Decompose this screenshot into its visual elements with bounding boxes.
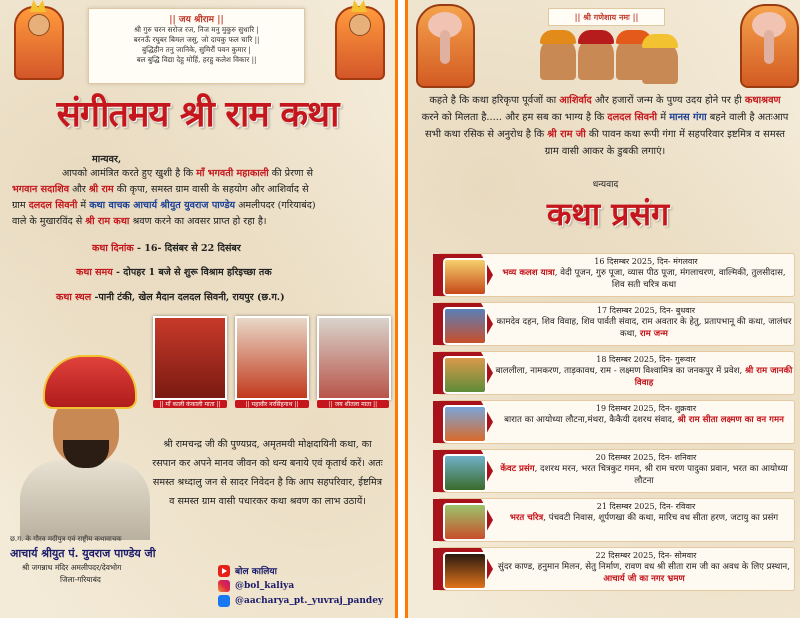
hanuman-image-right [335,6,385,80]
venue-value: -पानी टंकी, खेल मैदान दलदल सिवनी, रायपुर (छ.ग.) [91,292,285,303]
day-card [438,253,795,297]
invite-highlight: श्री राम [88,184,114,195]
youtube-icon [218,565,230,577]
invite-highlight: दलदल सिवनी [28,200,78,211]
para-text: करने को मिलता है..... और हम सब का भाग्य है कि [421,112,608,123]
day-highlight: भव्य कलश यात्रा [502,268,555,278]
day-highlight: राम जन्म [639,329,668,339]
social-links [218,563,388,608]
para-text: कहते है कि कथा हरिकृपा पूर्वजों का [429,95,560,106]
ganesh-image-right [740,4,799,88]
day-thumbnail [443,552,487,590]
para-text: बहने वाली है अतःआप सभी कथा रसिक से अनुरोध है कि [424,112,789,140]
day-text: बाललीला, नामकरण, ताड़कावध, राम - लक्ष्मण विश्वामित्र का जनकपुर में प्रवेश, [495,366,745,376]
para-text: और हजारों जन्म के पुण्य उदय होने पर ही [591,95,745,106]
date-label: कथा दिनांक [92,243,134,254]
invitation-quote: श्री रामचन्द्र जी की पुण्यप्रद, अमृतमयी मोक्षदायिनी कथा, का रसपान कर अपने मानव जीवन को धन्य बनाये एवं कृतार्थ करें। अतः समस्त श्रध्दालु जन से सादर निवेदन है कि आप सहपरिवार, ईष्टमित्र व समस्त ग्राम वासी पधारकर कथा श्रवण का लाभ उठायें। [152,439,383,507]
facebook-icon [218,595,230,607]
day-card [438,302,795,346]
day-text: , पंचवटी निवास, शूर्पणखा की कथा, मारिच वध सीता हरण, जटायु का प्रसंग [543,513,779,523]
signature-district: जिला-गरियाबंद [60,575,101,584]
photo-caption: || महावीर नरसिंहनाथ || [235,400,309,408]
para-highlight: आशिर्वाद [559,95,592,106]
dhanyavad-text: धन्यवाद [592,180,619,190]
para-highlight: श्री राम जी [547,129,586,140]
day-description [495,463,793,487]
invitation-text [12,166,387,230]
day-thumbnail [443,356,487,394]
right-panel [405,0,800,618]
person [642,40,678,84]
temple-photo-sheetla [317,316,391,400]
day-thumbnail [443,258,487,296]
right-header: || श्री गणेशाय नमः || [548,8,665,26]
day-text: सुंदर काण्ड, हनुमान मिलन, सेतु निर्माण, रावण वध श्री सीता राम जी का अवध के लिए प्रस्थान, [498,562,790,572]
invite-highlight: श्री राम कथा [85,216,130,227]
day-heading: 18 दिसम्बर 2025, दिन- गुरूवार [596,355,696,364]
day-heading: 20 दिसम्बर 2025, दिन- शनिवार [595,453,697,462]
chaupai-line: बुद्धिहीन तनु जानिके, सुमिरौं पवन कुमार | [142,45,251,54]
day-card [438,351,795,395]
ganesh-image-left [416,4,475,88]
date-info [92,241,241,254]
signature-temple: श्री जगन्नाथ मंदिर अमलीपदर/देवभोग [22,563,122,572]
invite-text: वाले के मुखारविंद से [12,216,86,227]
day-highlight: भरत चरित्र [509,513,544,523]
right-paragraph [420,92,790,160]
day-highlight: श्री राम सीता लक्ष्मण का वन गमन [677,415,784,425]
para-text: की पावन कथा रूपी गंगा में सहपरिवार इष्टमित्र व समस्त ग्राम वासी आकर के डुबकी लगाएं। [544,129,785,157]
para-highlight: कथाश्रवण [744,95,781,106]
para-highlight: मानस गंगा [669,112,707,123]
chaupai-line: बल बुद्धि विद्या देहु मोहिं, हरहु कलेश विकार || [136,55,257,64]
youtube-link[interactable] [218,563,388,578]
katha-prasang-title: कथा प्रसंग [546,195,670,233]
photo-caption: || माँ काली कंकाली माता || [153,400,227,408]
day-description [495,561,793,585]
day-description [495,414,793,426]
venue-info [56,290,285,303]
day-heading: 17 दिसम्बर 2025, दिन- बुधवार [596,306,696,315]
day-card [438,449,795,493]
day-heading: 19 दिसम्बर 2025, दिन- शुक्रवार [595,404,697,413]
invite-text: अमलीपदर (गरियाबंद) [235,200,316,211]
invite-text: श्रवण करने का अवसर प्राप्त हो रहा है। [129,216,267,227]
day-text: , दशरथ मरन, भरत चित्रकुट गमन, श्री राम चरण पादुका प्रवान, भरत का आयोध्या लौटना [534,464,788,486]
para-text: में [657,112,670,123]
day-description [495,365,793,389]
day-card [438,547,795,591]
day-thumbnail [443,503,487,541]
organizers-photo [538,26,678,84]
time-info [76,265,272,278]
instagram-icon [218,580,230,592]
day-highlight: श्री राम जानकी विवाह [634,366,793,388]
day-highlight: केंवट प्रसंग [500,464,535,474]
left-panel [0,0,398,618]
invite-highlight: माँ भगवती महाकाली [196,168,269,179]
invite-text: में [77,200,90,211]
day-heading: 22 दिसम्बर 2025, दिन- सोमवार [595,551,697,560]
date-value: - 16- दिसंबर से 22 दिसंबर [133,243,241,254]
instagram-link[interactable] [218,578,388,593]
facebook-handle: @aacharya_pt._yuvraj_pandey [235,595,384,606]
invite-text: की प्रेरणा से [268,168,314,179]
day-thumbnail [443,307,487,345]
day-thumbnail [443,454,487,492]
para-highlight: दलदल सिवनी [607,112,658,123]
hanuman-image-left [14,6,64,80]
time-label: कथा समय [76,267,113,278]
day-thumbnail [443,405,487,443]
photo-caption: || जय शीतला माता || [317,400,389,408]
day-card [438,498,795,542]
instagram-handle: @bol_kaliya [235,580,295,591]
chaupai-line: बरनऊँ रघुबर बिमल जसु, जो दायकु फल चारि || [133,35,260,44]
signature-subtitle: छ.ग. के गौरव मदीपुत्र एवं राष्ट्रीय कथावाचक [10,535,122,543]
acharya-portrait [8,355,158,545]
chaupai-box [88,8,305,84]
time-value: - दोपहर 1 बजे से शुरू विश्राम हरिइच्छा तक [112,267,272,278]
header-title: || जय श्रीराम || [169,15,224,25]
invite-highlight: कथा वाचक आचार्य श्रीयुत युवराज पाण्डेय [89,200,236,211]
main-title: संगीतमय श्री राम कथा [56,93,339,135]
temple-photo-kali [153,316,227,400]
chaupai-line: श्री गुरु चरन सरोज रज, निज मनु मुकुरु सुधारि | [134,25,259,34]
invite-text: ग्राम [12,200,29,211]
day-description [495,267,793,291]
day-text: , वेदी पूजन, गुरु पूजा, व्यास पीठ पूजा, मंगलाचरण, वाल्मिकी, तुलसीदास, शिव सती चरित्र कथा [554,268,786,290]
invite-text: आपको आमंत्रित करते हुए खुशी है कि [62,168,197,179]
signature-name: आचार्य श्रीयुत पं. युवराज पाण्डेय जी [10,547,156,560]
day-heading: 21 दिसम्बर 2025, दिन- रविवार [596,502,696,511]
temple-photo-narsingh [235,316,309,400]
invite-text: की कृपा, समस्त ग्राम वासी के सहयोग और आशिर्वाद से [113,184,309,195]
day-text: कामदेव दहन, शिव विवाह, शिव पार्वती संवाद, राम अवतार के हेतु, प्रतापभानू की कथा, जालंधर कथा, [496,317,792,339]
day-card [438,400,795,444]
day-text: बारात का आयोध्या लौटना,मंथरा, कैकैयी दशरथ संवाद, [504,415,678,425]
person [540,36,576,80]
day-description [495,316,793,340]
day-heading: 16 दिसम्बर 2025, दिन- मंगलवार [594,257,698,266]
venue-label: कथा स्थल [56,292,92,303]
salutation: मान्यवर, [92,154,122,165]
invite-text: और [69,184,89,195]
day-description [495,512,793,524]
youtube-handle: बोल कालिया [235,567,277,577]
facebook-link[interactable] [218,593,388,608]
day-highlight: आचार्य जी का नगर भ्रमण [603,574,685,584]
person [578,36,614,80]
invite-highlight: भगवान सदाशिव [12,184,70,195]
